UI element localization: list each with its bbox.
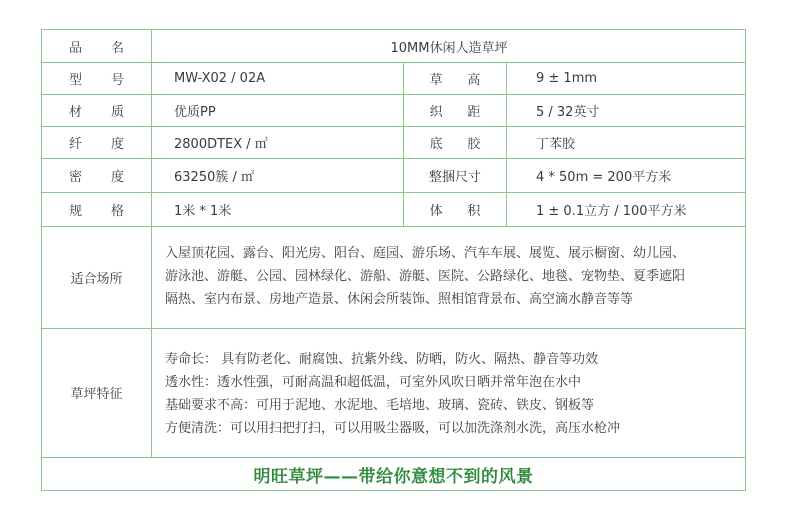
- features-label: 草坪特征: [70, 387, 123, 402]
- model-label: 型 号: [69, 72, 124, 88]
- model-value: MW-X02 / 02A: [174, 70, 266, 86]
- stitch-gauge-value: 5 / 32英寸: [536, 104, 600, 120]
- spec-label: 规 格: [69, 203, 124, 219]
- spec-value: 1米 * 1米: [174, 203, 232, 219]
- features-text: [165, 348, 620, 440]
- stitch-gauge-label: 织 距: [429, 104, 481, 120]
- fiber-label: 纤 度: [69, 136, 124, 152]
- column-divider: [151, 30, 152, 457]
- grass-height-value: 9 ± 1mm: [536, 70, 598, 86]
- column-divider: [506, 62, 507, 226]
- usage-line: 隔热、室内布景、房地产造景、休闲会所装饰、照相馆背景布、高空滴水静音等等: [165, 292, 634, 307]
- density-value: 63250簇 / ㎡: [174, 169, 254, 185]
- feature-line: 方便清洗：可以用扫把打扫，可以用吸尘器吸，可以加洗涤剂水洗，高压水枪冲: [165, 421, 621, 436]
- grass-height-label: 草 高: [429, 72, 481, 88]
- usage-line: 入屋顶花园、露台、阳光房、阳台、庭园、游乐场、汽车车展、展览、展示橱窗、幼儿园、: [165, 246, 686, 261]
- fiber-value: 2800DTEX / ㎡: [174, 136, 268, 152]
- roll-size-value: 4 * 50m = 200平方米: [536, 169, 672, 185]
- usage-line: 游泳池、游艇、公园、园林绿化、游船、游艇、医院、公路绿化、地毯、宠物垫、夏季遮阳: [165, 269, 686, 284]
- feature-line: 基础要求不高：可用于泥地、水泥地、毛培地、玻璃、瓷砖、铁皮、钢板等: [165, 398, 595, 413]
- backing-value: 丁苯胶: [536, 136, 576, 152]
- spec-table: [41, 29, 746, 491]
- volume-label: 体 积: [429, 203, 481, 219]
- product-value: 10MM休闲人造草坪: [390, 40, 508, 56]
- usage-text: [165, 242, 685, 311]
- feature-line: 透水性：透水性强，可耐高温和超低温，可室外风吹日晒并常年泡在水中: [165, 375, 582, 390]
- backing-label: 底 胶: [429, 136, 481, 152]
- material-value: 优质PP: [174, 104, 216, 120]
- usage-label: 适合场所: [70, 271, 123, 287]
- volume-value: 1 ± 0.1立方 / 100平方米: [536, 203, 687, 219]
- roll-size-label: 整捆尺寸: [428, 169, 481, 185]
- feature-line: 寿命长： 具有防老化、耐腐蚀、抗紫外线、防晒，防火、隔热、静音等功效: [165, 352, 599, 367]
- density-label: 密 度: [69, 169, 124, 185]
- footer-slogan: 明旺草坪——带给你意想不到的风景: [253, 466, 534, 487]
- product-label: 品 名: [69, 40, 124, 56]
- material-label: 材 质: [69, 104, 124, 120]
